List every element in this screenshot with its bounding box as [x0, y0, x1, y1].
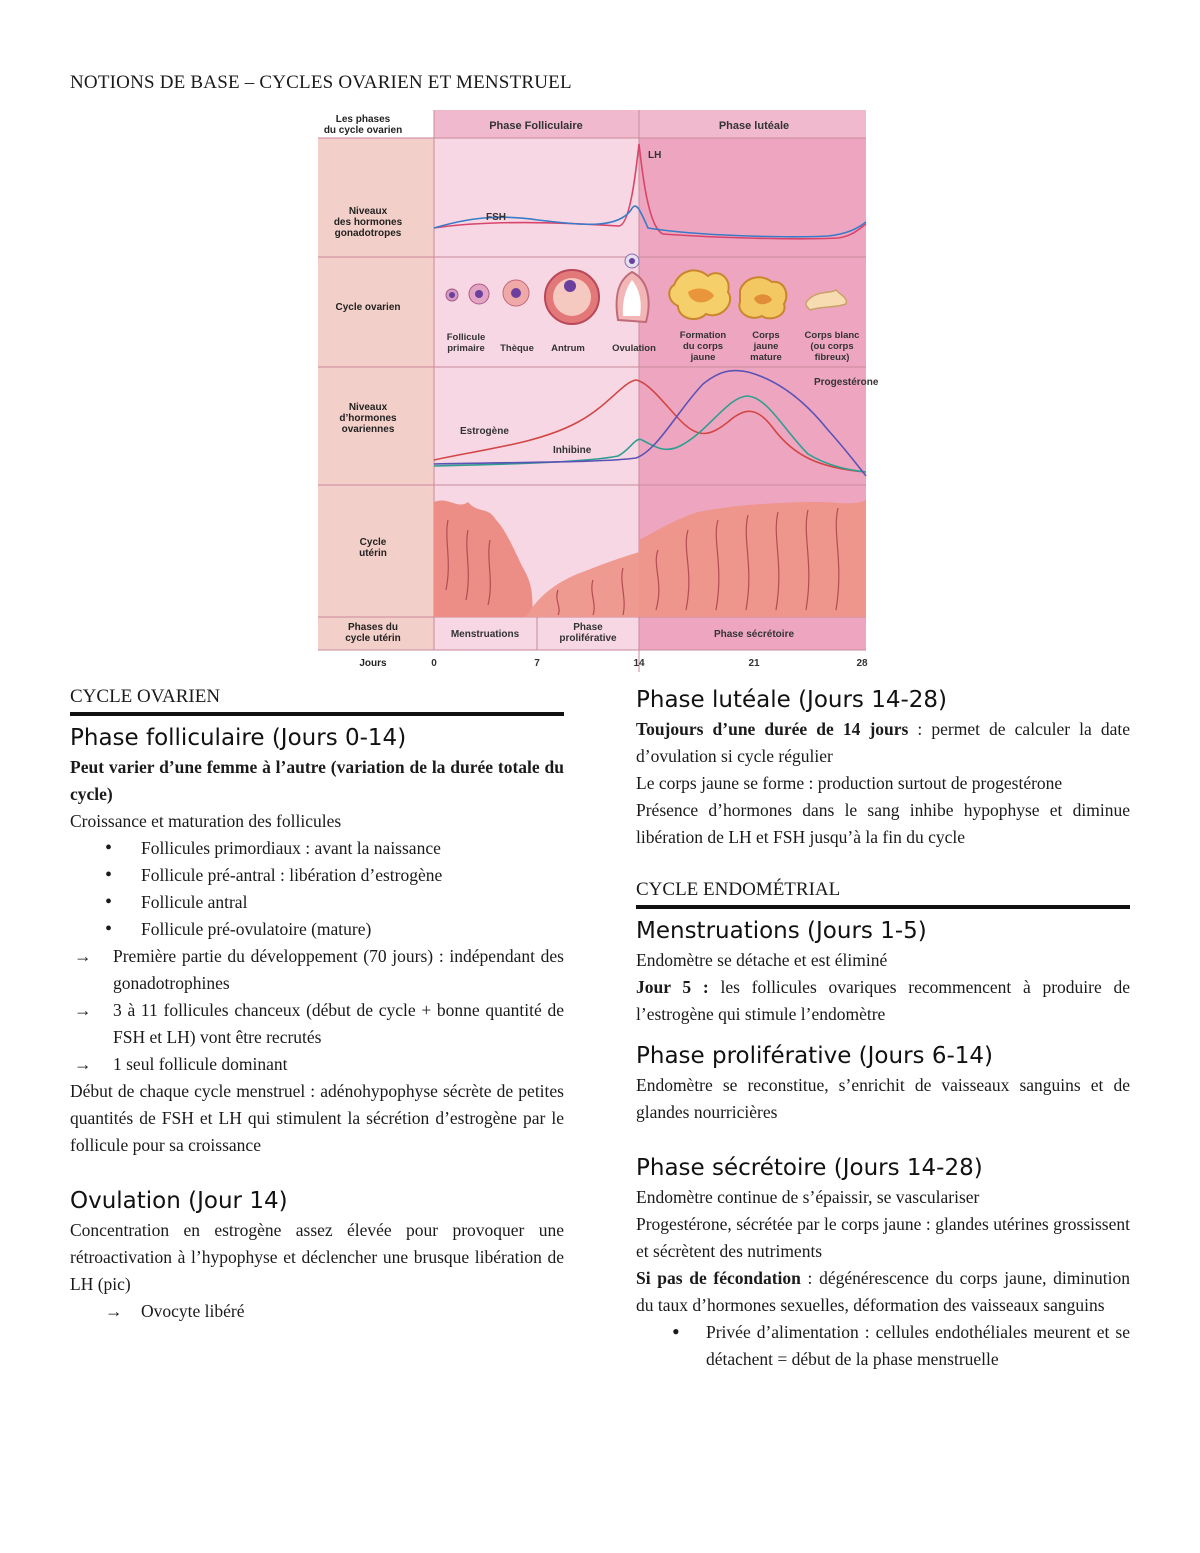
day-tick-7: 7	[534, 658, 540, 669]
luteal-line3: Présence d’hormones dans le sang inhibe hypophyse et diminue libération de LH et FSH jusqu’à la fin du cycle	[636, 800, 1130, 847]
arrow-icon: →	[74, 1000, 92, 1020]
header-phase-luteal: Phase lutéale	[718, 120, 790, 132]
secretoire-list	[636, 1319, 1130, 1373]
arrow-icon: →	[74, 946, 92, 966]
arrow-item: → 1 seul follicule dominant	[70, 1051, 564, 1078]
label-estrogene: Estrogène	[460, 426, 509, 437]
list-item: • Privée d’alimentation : cellules endothéliales meurent et se détachent = début de la phase menstruelle	[706, 1319, 1130, 1373]
day-tick-28: 28	[856, 658, 868, 669]
heading-phase-proliferative: Phase proliférative (Jours 6-14)	[636, 1043, 993, 1069]
label-ovarian-cycle: Cycle ovarien	[335, 302, 401, 313]
day-tick-14: 14	[633, 658, 645, 669]
stage-follicule-line1: Follicule	[446, 332, 486, 343]
label-uterine-line2: utérin	[359, 548, 387, 559]
stage-formation-line1: Formation	[679, 330, 727, 341]
label-ovh-line1: Niveaux	[348, 402, 388, 413]
ovulation-paragraph: Concentration en estrogène assez élevée pour provoquer une rétroactivation à l’hypophyse et déclencher une brusque libération de LH (pic)	[70, 1220, 564, 1294]
label-days: Jours	[359, 658, 387, 669]
menstruations-line1: Endomètre se détache et est éliminé	[636, 950, 888, 970]
stage-cb-line2: (ou corps	[810, 341, 854, 352]
proliferative-line1: Endomètre se reconstitue, s’enrichit de vaisseaux sanguins et de glandes nourricières	[636, 1075, 1130, 1122]
secretoire-line3: Si pas de fécondation : dégénérescence du corps jaune, diminution du taux d’hormones sexuelles, déformation des vaisseaux sanguins	[636, 1268, 1130, 1315]
stage-cj-line2: jaune	[753, 341, 779, 352]
secretoire-line1: Endomètre continue de s’épaissir, se vasculariser	[636, 1187, 980, 1207]
stage-ovulation: Ovulation	[612, 343, 656, 354]
day-tick-0: 0	[431, 658, 437, 669]
left-column	[70, 684, 564, 1325]
arrow-icon: →	[74, 1054, 92, 1074]
label-lh: LH	[648, 150, 662, 161]
heading-ovulation: Ovulation (Jour 14)	[70, 1188, 288, 1214]
label-ovh-line2: d’hormones	[339, 413, 397, 424]
label-fsh: FSH	[486, 212, 506, 223]
follicular-bold-intro: Peut varier d’une femme à l’autre (variation de la durée totale du cycle)	[70, 757, 564, 804]
label-inhibine: Inhibine	[553, 445, 592, 456]
label-gonado-line1: Niveaux	[348, 206, 388, 217]
day-tick-21: 21	[748, 658, 760, 669]
arrow-item: → 3 à 11 follicules chanceux (début de cycle + bonne quantité de FSH et LH) vont être recrutés	[70, 997, 564, 1051]
uphase-menstruations: Menstruations	[450, 629, 520, 640]
uphase-proliferative-line1: Phase	[573, 622, 603, 633]
stage-formation-line2: du corps	[682, 341, 724, 352]
label-uterine-line1: Cycle	[359, 537, 387, 548]
label-ovh-line3: ovariennes	[341, 424, 395, 435]
label-phases-line2: du cycle ovarien	[323, 125, 403, 136]
label-column	[318, 110, 434, 650]
stage-cb-line3: fibreux)	[814, 352, 850, 363]
follicular-paragraph: Début de chaque cycle menstruel : adénohypophyse sécrète de petites quantités de FSH et LH qui stimulent la sécrétion d’estrogène par le follicule pour sa croissance	[70, 1081, 564, 1155]
cycle-diagram	[318, 110, 879, 672]
label-phases-line1: Les phases	[335, 114, 391, 125]
stage-antrum: Antrum	[551, 343, 585, 354]
heading-phase-folliculaire: Phase folliculaire (Jours 0-14)	[70, 725, 407, 751]
list-item: • Follicule pré-ovulatoire (mature)	[141, 916, 564, 943]
label-uphases-line2: cycle utérin	[345, 633, 401, 644]
label-uphases-line1: Phases du	[347, 622, 399, 633]
header-phase-follicular: Phase Folliculaire	[489, 120, 583, 132]
section-cycle-ovarien: CYCLE OVARIEN	[70, 684, 564, 716]
heading-menstruations: Menstruations (Jours 1-5)	[636, 918, 927, 944]
list-item: • Follicule pré-antral : libération d’estrogène	[141, 862, 564, 889]
luteal-line1: Toujours d’une durée de 14 jours : permet de calculer la date d’ovulation si cycle régulier	[636, 719, 1130, 766]
heading-phase-secretoire: Phase sécrétoire (Jours 14-28)	[636, 1155, 983, 1181]
uphase-secretoire: Phase sécrétoire	[713, 629, 795, 640]
luteal-line2: Le corps jaune se forme : production surtout de progestérone	[636, 773, 1063, 793]
stage-cb-line1: Corps blanc	[804, 330, 860, 341]
arrow-icon: →	[105, 1301, 123, 1321]
follicular-line1: Croissance et maturation des follicules	[70, 811, 342, 831]
list-item: • Follicule antral	[141, 889, 564, 916]
page-title: NOTIONS DE BASE – CYCLES OVARIEN ET MENSTRUEL	[70, 72, 572, 93]
list-item: • Follicules primordiaux : avant la naissance	[141, 835, 564, 862]
label-progesterone: Progestérone	[814, 377, 879, 388]
right-column	[636, 684, 1130, 1373]
stage-cj-line1: Corps	[752, 330, 780, 341]
arrow-item: → Première partie du développement (70 jours) : indépendant des gonadotrophines	[70, 943, 564, 997]
secretoire-line2: Progestérone, sécrétée par le corps jaune : glandes utérines grossissent et sécrètent des nutriments	[636, 1214, 1130, 1261]
uphase-proliferative-line2: proliférative	[559, 633, 617, 644]
section-cycle-endometrial: CYCLE ENDOMÉTRIAL	[636, 877, 1130, 909]
stage-follicule-line2: primaire	[447, 343, 485, 354]
label-gonado-line2: des hormones	[333, 217, 403, 228]
stage-formation-line3: jaune	[690, 352, 716, 363]
follicle-list	[70, 835, 564, 943]
label-gonado-line3: gonadotropes	[334, 228, 402, 239]
stage-theque: Thèque	[500, 343, 534, 354]
heading-phase-luteale: Phase lutéale (Jours 14-28)	[636, 687, 948, 713]
stage-cj-line3: mature	[750, 352, 782, 363]
arrow-item: → Ovocyte libéré	[70, 1298, 564, 1325]
menstruations-line2: Jour 5 : les follicules ovariques recommencent à produire de l’estrogène qui stimule l’endomètre	[636, 977, 1131, 1024]
